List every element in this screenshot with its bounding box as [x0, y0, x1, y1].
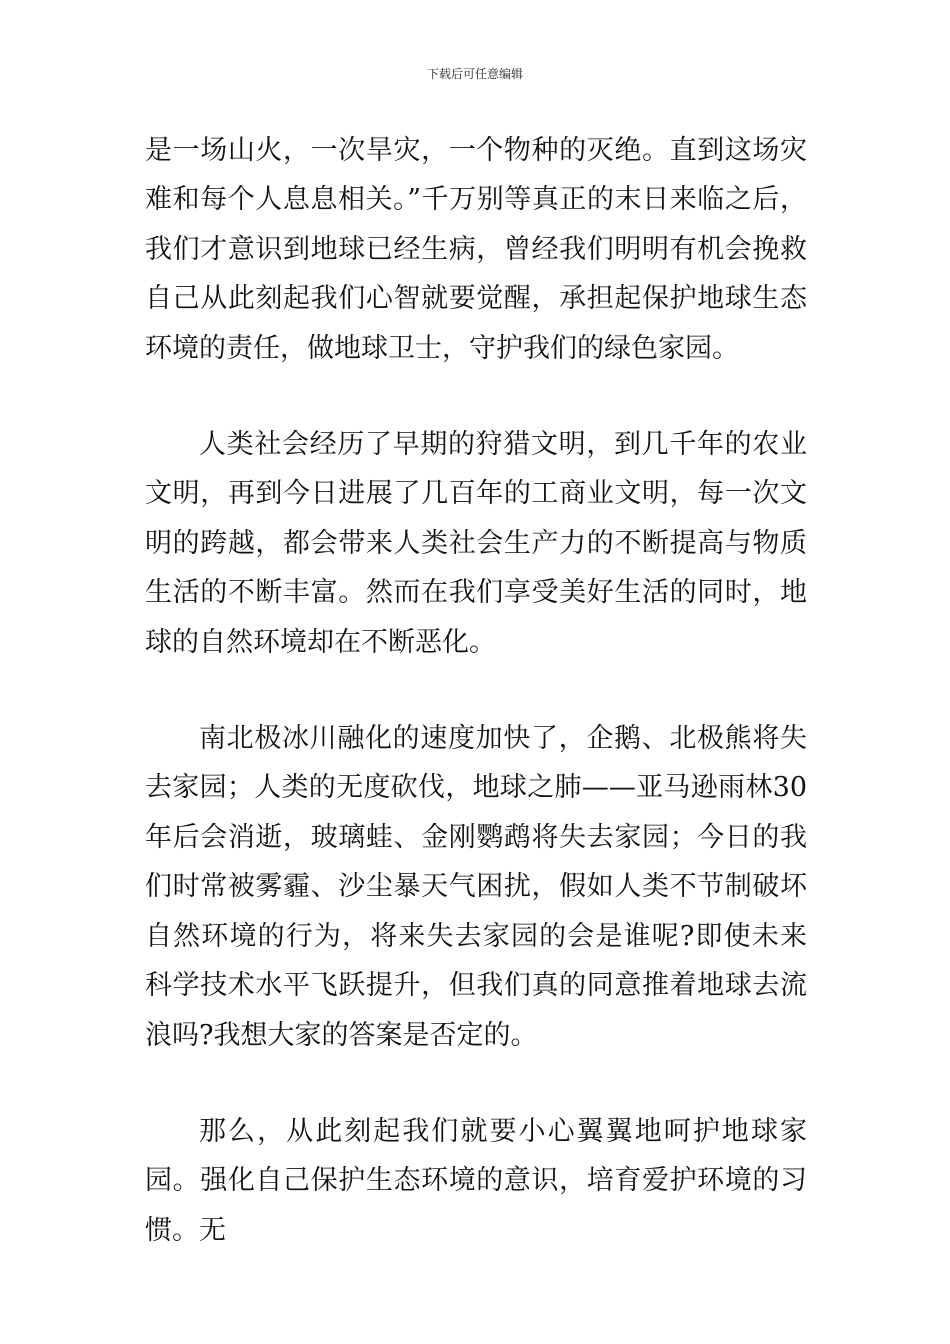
paragraph-1: 是一场山火，一次旱灾，一个物种的灭绝。直到这场灾难和每个人息息相关。”千万别等真正的末日来临之后，我们才意识到地球已经生病，曾经我们明明有机会挽救自己从此刻起我们心智就要觉醒，承担起保护地球生态环境的责任，做地球卫士，守护我们的绿色家园。	[145, 135, 807, 364]
paragraph-2: 人类社会经历了早期的狩猎文明，到几千年的农业文明，再到今日进展了几百年的工商业文明，每一次文明的跨越，都会带来人类社会生产力的不断提高与物质生活的不断丰富。然而在我们享受美好生活的同时，地球的自然环境却在不断恶化。	[145, 429, 807, 658]
page-header: 下载后可任意编辑	[426, 67, 523, 81]
paragraph-3: 南北极冰川融化的速度加快了，企鹅、北极熊将失去家园；人类的无度砍伐，地球之肺——亚马逊雨林30年后会消逝，玻璃蛙、金刚鹦鹉将失去家园；今日的我们时常被雾霾、沙尘暴天气困扰，假如人类不节制破坏自然环境的行为，将来失去家园的会是谁呢?即使未来科学技术水平飞跃提升，但我们真的同意推着地球去流浪吗?我想大家的答案是否定的。	[145, 723, 807, 1051]
paragraph-4: 那么，从此刻起我们就要小心翼翼地呵护地球家园。强化自己保护生态环境的意识，培育爱护环境的习惯。无	[145, 1115, 807, 1246]
paragraph-spacer	[145, 373, 807, 420]
document-body	[145, 126, 807, 1255]
paragraph-spacer	[145, 667, 807, 714]
paragraph-spacer	[145, 1060, 807, 1107]
